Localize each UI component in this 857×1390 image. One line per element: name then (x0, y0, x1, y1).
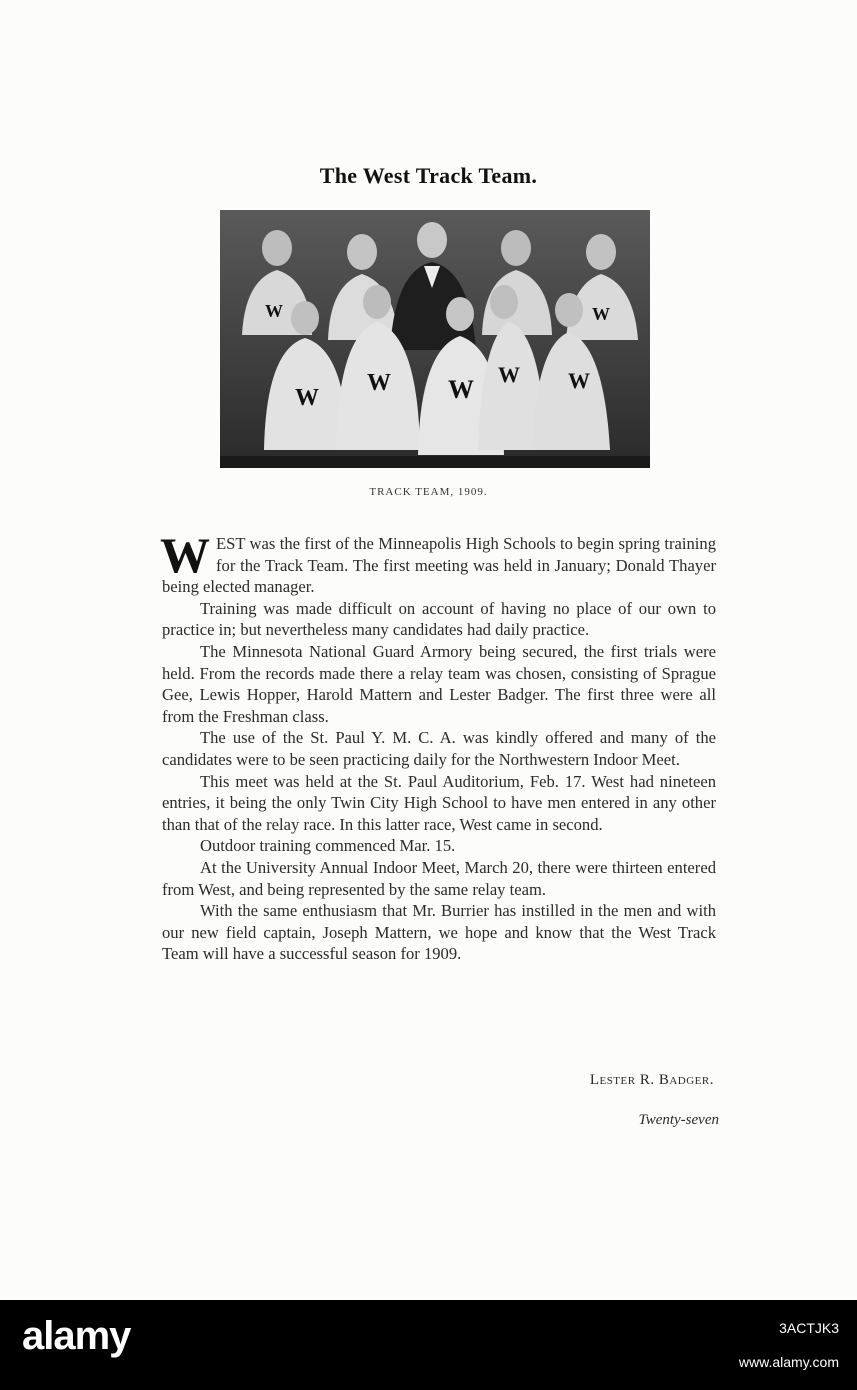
article-body (160, 527, 716, 965)
jersey-letter: W (295, 385, 319, 411)
watermark-footer (0, 1300, 857, 1390)
jersey-letter: W (498, 362, 520, 387)
article-paragraph: WEST was the first of the Minneapolis High Schools to begin spring training for the Track Team. The first meeting was held in January; Donald Thayer being elected manager. (160, 527, 716, 597)
jersey-letter: W (592, 304, 610, 324)
site-url: www.alamy.com (738, 1354, 839, 1370)
article-paragraph: Training was made difficult on account of having no place of our own to practice in; but nevertheless many candidates had daily practice. (162, 598, 716, 640)
page-number: Twenty-seven (638, 1112, 719, 1128)
photo-caption: TRACK TEAM, 1909. (369, 486, 488, 498)
image-id: 3ACTJK3 (779, 1320, 839, 1336)
author-signature: Lester R. Badger. (589, 1072, 714, 1088)
jersey-letter: W (265, 301, 283, 321)
team-photo-illustration (220, 210, 650, 468)
page-title: The West Track Team. (319, 163, 538, 188)
drop-cap: W (160, 527, 210, 583)
article-paragraph: This meet was held at the St. Paul Auditorium, Feb. 17. West had nineteen entries, it being the only Twin City High School to have men entered in any other than that of the relay race. In this latter race, West came in second. (162, 771, 716, 834)
brand-logo: alamy (22, 1314, 131, 1358)
article-paragraph: Outdoor training commenced Mar. 15. (200, 836, 456, 856)
article-paragraph: The use of the St. Paul Y. M. C. A. was kindly offered and many of the candidates were to be seen practicing daily for the Northwestern Indoor Meet. (162, 728, 716, 769)
jersey-letter: W (568, 368, 590, 393)
article-paragraph: With the same enthusiasm that Mr. Burrier has instilled in the men and with our new field captain, Joseph Mattern, we hope and know that the West Track Team will have a successful season for 1909. (162, 901, 716, 964)
jersey-letter: W (367, 370, 391, 396)
team-photo (220, 210, 650, 468)
article-paragraph: At the University Annual Indoor Meet, March 20, there were thirteen entered from West, and being represented by the same relay team. (162, 857, 716, 899)
article-paragraph: The Minnesota National Guard Armory being secured, the first trials were held. From the records made there a relay team was chosen, consisting of Sprague Gee, Lewis Hopper, Harold Mattern and Lester Badger. The first three were all from the Freshman class. (162, 641, 716, 726)
jersey-letter: W (448, 375, 474, 404)
